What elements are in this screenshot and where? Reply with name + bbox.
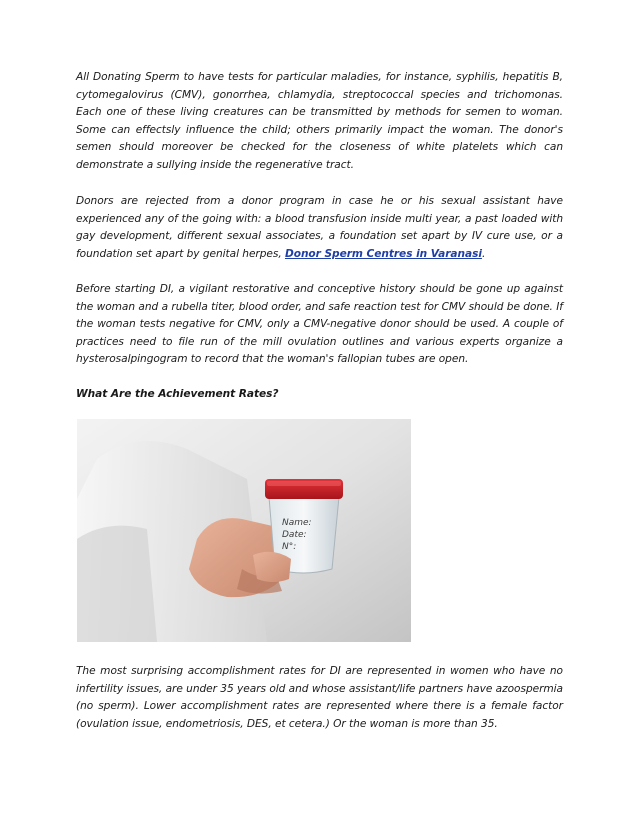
section-heading: What Are the Achievement Rates?: [76, 388, 279, 400]
paragraph-donor-rejection: [76, 193, 563, 263]
cup-label-number: N°:: [282, 542, 297, 552]
donor-sperm-centres-link[interactable]: Donor Sperm Centres in Varanasi: [284, 247, 482, 260]
paragraph-test-requirements: All Donating Sperm to have tests for particular maladies, for instance, syphilis, hepatitis B, cytomegalovirus (CMV), gonorrhea, chlamydia, streptococcal species and trichomonas. Each one of these living creatures can be transmitted by methods for semen to woman. Some can effectsly influence the child; others primarily impact the woman. The donor's semen should moreover be checked for the closeness of white platelets which can demonstrate a sullying inside the regenerative tract.: [76, 71, 563, 171]
paragraph-success-rates: The most surprising accomplishment rates for DI are represented in women who have no infertility issues, are under 35 years old and whose assistant/life partners have azoospermia (no sperm). Lower accomplishment rates are represented where there is a female factor (ovulation issue, endometriosis, DES, et cetera.) Or the woman is more than 35.: [76, 665, 563, 730]
specimen-cup-photo: [77, 419, 411, 642]
fingers-shape: [253, 552, 291, 582]
sleeve-shadow: [77, 526, 157, 642]
cup-label-date: Date:: [282, 530, 307, 540]
cup-label-name: Name:: [282, 518, 312, 528]
specimen-cup-illustration: [77, 419, 411, 642]
paragraph-before-starting-di: Before starting DI, a vigilant restorative and conceptive history should be gone up against the woman and a rubella titer, blood order, and safe reaction test for CMV should be done. If the woman tests negative for CMV, only a CMV-negative donor should be used. A couple of practices need to file run of the mill ovulation outlines and various experts organize a hysterosalpingogram to record that the woman's fallopian tubes are open.: [76, 283, 563, 366]
paragraph-donor-rejection-text: Donors are rejected from a donor program in case he or his sexual assistant have experienced any of the going with: a blood transfusion inside multi year, a past loaded with gay development, different sexual associates, a foundation set apart by IV cure use, or a foundation set apart by genital herpes,: [76, 195, 563, 260]
paragraph-donor-rejection-end: .: [481, 247, 486, 260]
cup-cap-highlight: [267, 481, 341, 486]
